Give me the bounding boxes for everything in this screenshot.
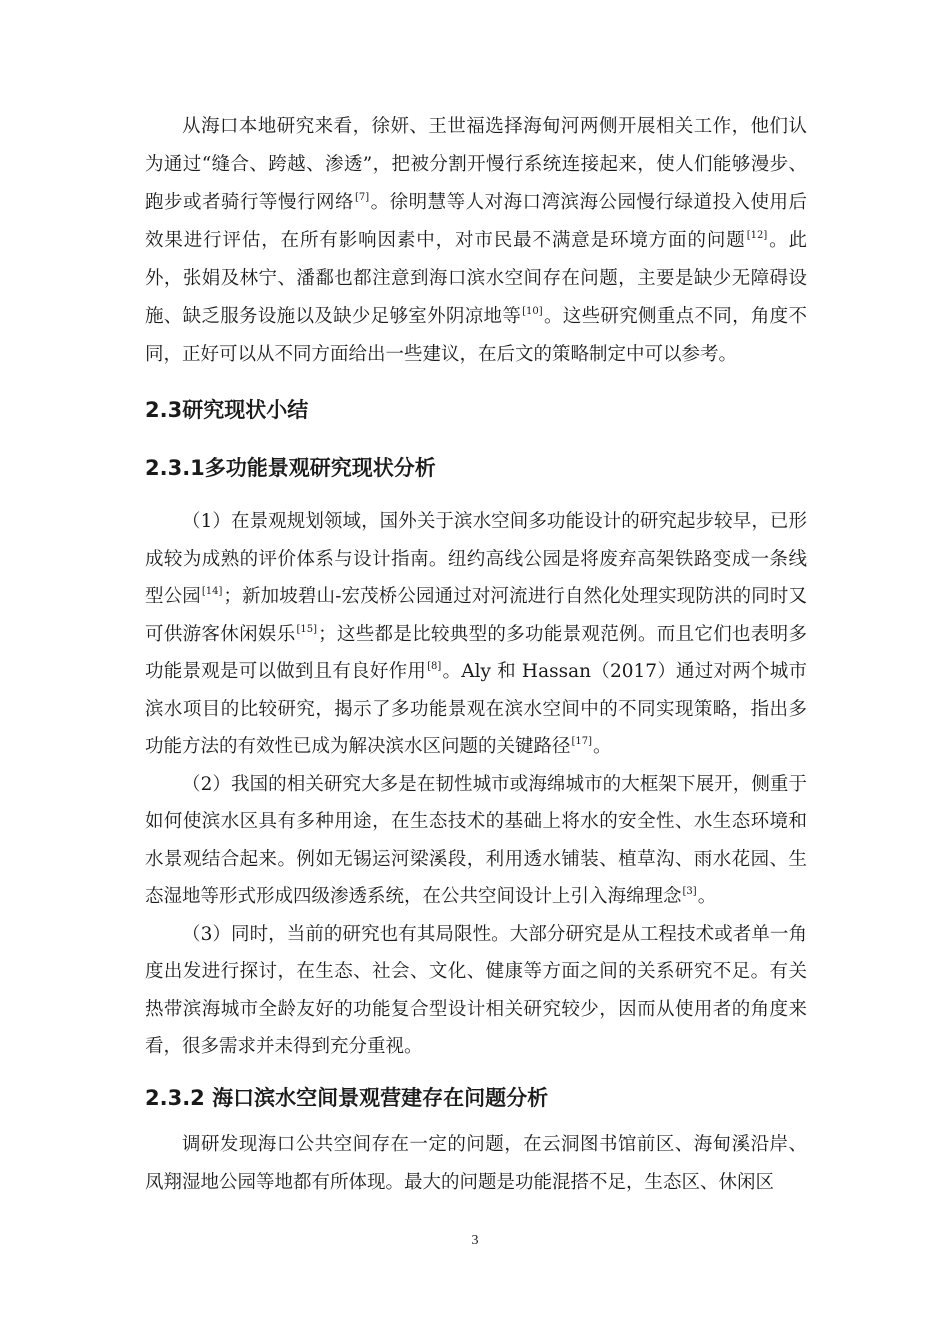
citation: [7] — [354, 192, 370, 203]
paragraph-text: （3）同时，当前的研究也有其局限性。大部分研究是从工程技术或者单一角度出发进行探讨，在生态、社会、文化、健康等方面之间的关系研究不足。有关热带滨海城市全龄友好的功能复合型设计相关研究较少，因而从使用者的角度来看，很多需求并未得到充分重视。 — [145, 923, 807, 1057]
paragraph-text: 。徐明慧等人对海口湾滨海公园慢行绿道投入使用后效果进行评估，在所有影响因素中，对市民最不满意是环境方面的问题 — [145, 192, 807, 251]
citation: [15] — [296, 623, 318, 635]
paragraph-text: ；新加坡碧山-宏茂桥公园通过对河流进行自然化处理实现防洪的同时又可供游客休闲娱乐 — [145, 586, 807, 645]
paragraph-text: 。 — [697, 886, 717, 907]
paragraph-text: 。 — [593, 736, 612, 757]
paragraph-text: 调研发现海口公共空间存在一定的问题，在云洞图书馆前区、海甸溪沿岸、凤翔湿地公园等地都有所体现。最大的问题是功能混搭不足，生态区、休闲区 — [145, 1133, 807, 1193]
paragraph-text: 。这些研究侧重点不同，角度不同，正好可以从不同方面给出一些建议，在后文的策略制定中可以参考。 — [145, 306, 807, 365]
paragraph-foreign-research — [145, 503, 807, 766]
citation: [14] — [201, 586, 223, 597]
paragraph-text: （1）在景观规划领域，国外关于滨水空间多功能设计的研究起步较早，已形成较为成熟的评价体系与设计指南。纽约高线公园是将废弃高架铁路变成一条线型公园 — [145, 511, 807, 607]
section-heading-2-3: 2.3研究现状小结 — [145, 398, 309, 422]
paragraph-text: 。Aly 和 Hassan（2017）通过对两个城市滨水项目的比较研究，揭示了多功能景观在滨水空间中的不同实现策略，指出多功能方法的有效性已成为解决滨水区问题的关键路径 — [145, 661, 807, 757]
citation: [17] — [571, 736, 593, 747]
document-body — [145, 108, 807, 1202]
section-heading-2-3-1: 2.3.1多功能景观研究现状分析 — [145, 456, 436, 480]
section-heading-2-3-2: 2.3.2 海口滨水空间景观营建存在问题分析 — [145, 1085, 549, 1110]
citation: [12] — [746, 230, 768, 241]
paragraph-haikou-local-research — [145, 108, 807, 374]
paragraph-research-limitations — [145, 916, 807, 1066]
page-number: 3 — [471, 1233, 479, 1248]
paragraph-haikou-problems — [145, 1126, 807, 1202]
citation: [8] — [427, 661, 442, 672]
paragraph-text: （2）我国的相关研究大多是在韧性城市或海绵城市的大框架下展开，侧重于如何使滨水区具有多种用途，在生态技术的基础上将水的安全性、水生态环境和水景观结合起来。例如无锡运河梁溪段，利用透水铺装、植草沟、雨水花园、生态湿地等形式形成四级渗透系统，在公共空间设计上引入海绵理念 — [145, 773, 807, 907]
paragraph-text: ；这些都是比较典型的多功能景观范例。而且它们也表明多功能景观是可以做到且有良好作用 — [145, 623, 807, 682]
paragraph-domestic-research — [145, 766, 807, 916]
paragraph-text: 。此外，张娟及林宁、潘鄱也都注意到海口滨水空间存在问题，主要是缺少无障碍设施、缺乏服务设施以及缺少足够室外阴凉地等 — [145, 230, 807, 327]
citation: [3] — [682, 886, 697, 897]
citation: [10] — [522, 306, 543, 317]
paragraph-text: 从海口本地研究来看，徐妍、王世福选择海甸河两侧开展相关工作，他们认为通过“缝合、跨越、渗透”，把被分割开慢行系统连接起来，使人们能够漫步、跑步或者骑行等慢行网络 — [145, 116, 807, 213]
